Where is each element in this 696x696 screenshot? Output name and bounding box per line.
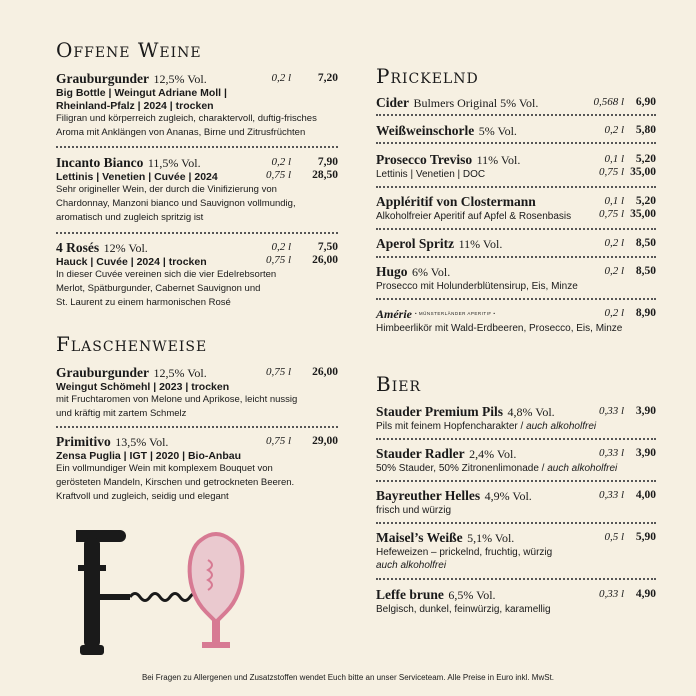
item-price: 8,50 bbox=[635, 237, 656, 249]
item-vol: 11% Vol. bbox=[476, 153, 521, 167]
item-price: 6,90 bbox=[635, 96, 656, 108]
item-size: 0,2 l bbox=[604, 237, 624, 249]
desc-line: Filigran und körperreich zugleich, charaktervoll, duftig-frisches bbox=[56, 113, 317, 124]
item-vol: 5,1% Vol. bbox=[467, 531, 515, 545]
item-name: Grauburgunder bbox=[56, 365, 150, 380]
section-title-bier: Bier bbox=[376, 372, 421, 396]
item-description: Belgisch, dunkel, feinwürzig, karamellig bbox=[376, 604, 551, 615]
item-name: Cider bbox=[376, 95, 409, 110]
item-vol: Bulmers Original 5% Vol. bbox=[413, 96, 539, 110]
item-price: 5,90 bbox=[635, 531, 656, 543]
item-size: 0,568 l bbox=[593, 96, 624, 108]
item-name: Appléritif von Clostermann bbox=[376, 194, 536, 209]
desc-line: Kraftvoll und zugleich, seidig und elegant bbox=[56, 491, 229, 502]
dotted-divider bbox=[376, 522, 656, 524]
item-price: 7,20 bbox=[317, 72, 338, 84]
desc-line: und kräftig mit zartem Schmelz bbox=[56, 408, 187, 419]
illustration-svg bbox=[76, 520, 286, 670]
item-vol: 5% Vol. bbox=[478, 124, 517, 138]
desc-line: Ein vollmundiger Wein mit komplexem Bouquet von bbox=[56, 463, 273, 474]
item-size: 0,33 l bbox=[598, 489, 624, 501]
desc-line: mit Fruchtaromen von Melone und Aprikose, leicht nussig bbox=[56, 394, 298, 405]
item-vol: 12% Vol. bbox=[103, 241, 148, 255]
item-size: 0,75 l bbox=[265, 435, 291, 447]
menu-item bbox=[56, 156, 338, 225]
item-price: 4,00 bbox=[635, 489, 656, 501]
item-subtitle: Zensa Puglia | IGT | 2020 | Bio-Anbau bbox=[56, 450, 242, 462]
desc-text: Pils mit feinem Hopfencharakter / bbox=[376, 421, 527, 432]
item-vol: 4,8% Vol. bbox=[507, 405, 555, 419]
dotted-divider bbox=[376, 256, 656, 258]
item-name: Hugo bbox=[376, 264, 408, 279]
item-vol: 12,5% Vol. bbox=[153, 72, 207, 86]
item-description: Himbeerlikör mit Wald-Erdbeeren, Prosecco, Eis, Minze bbox=[376, 323, 623, 334]
item-description: frisch und würzig bbox=[376, 505, 452, 516]
menu-item bbox=[376, 153, 656, 179]
dotted-divider bbox=[56, 146, 338, 148]
illustration bbox=[76, 520, 286, 675]
menu-item bbox=[56, 435, 338, 504]
item-price-bottle: 28,50 bbox=[312, 169, 338, 181]
section-title-prickelnd: Prickelnd bbox=[376, 64, 479, 88]
item-size-bottle: 0,75 l bbox=[598, 208, 624, 220]
dotted-divider bbox=[376, 114, 656, 116]
item-size: 0,1 l bbox=[604, 195, 624, 207]
item-vol: 11% Vol. bbox=[458, 237, 503, 251]
item-size-bottle: 0,75 l bbox=[598, 166, 624, 178]
wine-glass-icon bbox=[190, 534, 243, 648]
item-price: 3,90 bbox=[635, 405, 656, 417]
item-description: Lettinis | Venetien | DOC bbox=[376, 169, 486, 180]
menu-item bbox=[376, 588, 656, 614]
item-size: 0,33 l bbox=[598, 405, 624, 417]
item-price-bottle: 35,00 bbox=[630, 208, 656, 220]
item-description bbox=[56, 393, 338, 421]
brand-logo-amerie: Amérie bbox=[376, 307, 412, 321]
item-vol: 13,5% Vol. bbox=[115, 435, 169, 449]
item-size: 0,2 l bbox=[271, 72, 291, 84]
dotted-divider bbox=[376, 438, 656, 440]
item-price: 4,90 bbox=[635, 588, 656, 600]
menu-item bbox=[376, 265, 656, 291]
menu-item bbox=[376, 195, 656, 221]
menu-item bbox=[376, 237, 656, 250]
menu-item bbox=[56, 366, 338, 421]
item-name: Stauder Premium Pils bbox=[376, 404, 503, 419]
desc-line: Merlot, Spätburgunder, Cabernet Sauvignon und bbox=[56, 283, 261, 294]
item-vol: 11,5% Vol. bbox=[147, 156, 201, 170]
desc-line: St. Laurent zu einem harmonischen Rosé bbox=[56, 297, 231, 308]
menu-item bbox=[56, 241, 338, 310]
desc-text: 50% Stauder, 50% Zitronenlimonade / bbox=[376, 463, 548, 474]
item-price: 29,00 bbox=[312, 435, 338, 447]
desc-emphasis: auch alkoholfrei bbox=[526, 421, 597, 432]
item-name: Grauburgunder bbox=[56, 71, 150, 86]
item-description bbox=[56, 462, 338, 504]
dotted-divider bbox=[56, 426, 338, 428]
item-description bbox=[376, 421, 596, 432]
item-size: 0,75 l bbox=[265, 366, 291, 378]
item-vol: 2,4% Vol. bbox=[469, 447, 517, 461]
item-description: Prosecco mit Holunderblütensirup, Eis, Minze bbox=[376, 281, 578, 292]
item-description bbox=[56, 268, 338, 310]
item-size: 0,2 l bbox=[271, 241, 291, 253]
item-size-bottle: 0,75 l bbox=[265, 169, 291, 181]
item-name: Prosecco Treviso bbox=[376, 152, 473, 167]
menu-item bbox=[376, 124, 656, 137]
item-vol: 6,5% Vol. bbox=[448, 588, 496, 602]
item-price: 8,90 bbox=[635, 307, 656, 319]
item-name: 4 Rosés bbox=[56, 240, 100, 255]
item-price: 7,90 bbox=[317, 156, 338, 168]
item-price: 8,50 bbox=[635, 265, 656, 277]
menu-item bbox=[376, 447, 656, 473]
item-description bbox=[56, 183, 338, 225]
menu-item bbox=[56, 72, 338, 140]
desc-line: Aroma mit Anklängen von Ananas, Birne und Zitrusfrüchten bbox=[56, 127, 306, 138]
item-price-bottle: 26,00 bbox=[312, 254, 338, 266]
item-name: Incanto Bianco bbox=[56, 155, 144, 170]
dotted-divider bbox=[56, 232, 338, 234]
item-size: 0,33 l bbox=[598, 447, 624, 459]
item-name: Leffe brune bbox=[376, 587, 444, 602]
menu-item bbox=[376, 405, 656, 431]
item-vol: 6% Vol. bbox=[411, 265, 451, 279]
dotted-divider bbox=[376, 142, 656, 144]
item-size: 0,33 l bbox=[598, 588, 624, 600]
item-description: Alkoholfreier Aperitif auf Apfel & Rosenbasis bbox=[376, 211, 572, 222]
item-subtitle: Hauck | Cuvée | 2024 | trocken bbox=[56, 256, 207, 268]
desc-line: In dieser Cuvée vereinen sich die vier Edelrebsorten bbox=[56, 269, 277, 280]
item-price: 7,50 bbox=[317, 241, 338, 253]
menu-item bbox=[376, 307, 656, 333]
item-size-bottle: 0,75 l bbox=[265, 254, 291, 266]
dotted-divider bbox=[376, 186, 656, 188]
desc-line: aromatisch und zugleich spritzig ist bbox=[56, 212, 204, 223]
item-size: 0,2 l bbox=[604, 124, 624, 136]
item-price: 5,80 bbox=[635, 124, 656, 136]
item-price: 3,90 bbox=[635, 447, 656, 459]
item-name: Aperol Spritz bbox=[376, 236, 455, 251]
item-name: Maisel’s Weiße bbox=[376, 530, 463, 545]
desc-emphasis: auch alkoholfrei bbox=[547, 463, 618, 474]
item-size: 0,2 l bbox=[271, 156, 291, 168]
item-name: Stauder Radler bbox=[376, 446, 465, 461]
dotted-divider bbox=[376, 228, 656, 230]
item-description bbox=[376, 463, 617, 474]
menu-item bbox=[376, 96, 656, 109]
item-price: 26,00 bbox=[312, 366, 338, 378]
item-size: 0,5 l bbox=[604, 531, 624, 543]
item-subtitle: Big Bottle | Weingut Adriane Moll | bbox=[56, 87, 227, 99]
dotted-divider bbox=[376, 298, 656, 300]
section-title-flaschenweise: Flaschenweise bbox=[56, 332, 208, 356]
desc-line: gerösteten Mandeln, Kirschen und getrockneten Beeren. bbox=[56, 477, 295, 488]
item-vol: 12,5% Vol. bbox=[153, 366, 207, 380]
item-size: 0,2 l bbox=[604, 265, 624, 277]
dotted-divider bbox=[376, 480, 656, 482]
item-subtitle: Rheinland-Pfalz | 2024 | trocken bbox=[56, 100, 214, 112]
item-description: Hefeweizen – prickelnd, fruchtig, würzig bbox=[376, 547, 553, 558]
item-name: Weißweinschorle bbox=[376, 123, 475, 138]
brand-tagline: • MÜNSTERLÄNDER APERITIF • bbox=[415, 311, 496, 317]
section-title-offene-weine: Offene Weine bbox=[56, 38, 202, 62]
item-name: Primitivo bbox=[56, 434, 111, 449]
item-description bbox=[56, 112, 338, 140]
item-price: 5,20 bbox=[635, 195, 656, 207]
item-vol: 4,9% Vol. bbox=[484, 489, 532, 503]
menu-item bbox=[376, 489, 656, 515]
menu-item bbox=[376, 531, 656, 570]
dotted-divider bbox=[376, 578, 656, 580]
item-size: 0,2 l bbox=[604, 307, 624, 319]
desc-emphasis: auch alkoholfrei bbox=[376, 560, 447, 571]
item-price-bottle: 35,00 bbox=[630, 166, 656, 178]
item-price: 5,20 bbox=[635, 153, 656, 165]
item-name: Bayreuther Helles bbox=[376, 488, 481, 503]
item-subtitle: Lettinis | Venetien | Cuvée | 2024 bbox=[56, 171, 218, 183]
footer-note: Bei Fragen zu Allergenen und Zusatzstoffen wendet Euch bitte an unser Serviceteam. Alle Preise in Euro inkl. MwSt. bbox=[141, 673, 555, 682]
item-size: 0,1 l bbox=[604, 153, 624, 165]
corkscrew-icon bbox=[76, 530, 200, 655]
desc-line: Sehr origineller Wein, der durch die Vinifizierung von bbox=[56, 184, 277, 195]
desc-line: Chardonnay, Manzoni bianco und Sauvignon vollmundig, bbox=[56, 198, 296, 209]
item-subtitle: Weingut Schömehl | 2023 | trocken bbox=[56, 381, 230, 393]
